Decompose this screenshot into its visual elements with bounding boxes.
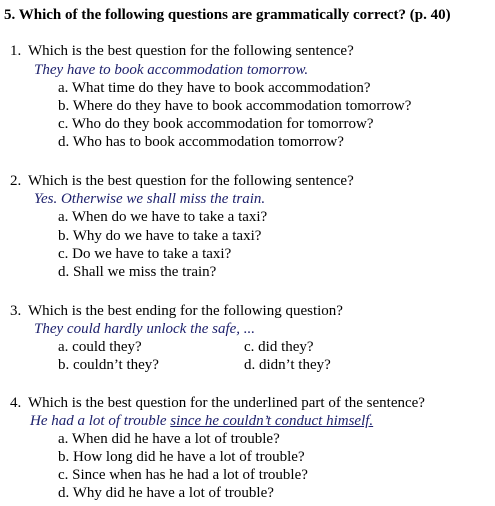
question-text: Which is the best question for the underlined part of the sentence? [28,395,425,411]
option-d: d. Shall we miss the train? [58,264,217,280]
option-a: a. When did he have a lot of trouble? [58,431,280,447]
question-text: Which is the best ending for the following question? [28,303,343,319]
option-d: d. didn’t they? [244,357,331,373]
prompt-underlined-part: since he couldn’t conduct himself. [170,413,374,429]
question-prompt: Yes. Otherwise we shall miss the train. [34,191,266,207]
option-d: d. Who has to book accommodation tomorrow? [58,134,344,150]
option-a: a. could they? [58,339,142,355]
question-prompt: They have to book accommodation tomorrow. [34,62,309,78]
exercise-heading: 5. Which of the following questions are grammatically correct? (p. 40) [4,7,451,23]
option-d: d. Why did he have a lot of trouble? [58,485,274,501]
option-b: b. couldn’t they? [58,357,159,373]
question-number: 1. [10,43,22,59]
option-c: c. did they? [244,339,314,355]
question-number: 3. [10,303,22,319]
option-c: c. Who do they book accommodation for tomorrow? [58,116,374,132]
question-text: Which is the best question for the following sentence? [28,173,354,189]
option-b: b. Where do they have to book accommodation tomorrow? [58,98,412,114]
option-b: b. Why do we have to take a taxi? [58,228,262,244]
option-a: a. When do we have to take a taxi? [58,209,268,225]
question-number: 4. [10,395,22,411]
question-number: 2. [10,173,22,189]
question-prompt: They could hardly unlock the safe, ... [34,321,256,337]
option-a: a. What time do they have to book accommodation? [58,80,371,96]
prompt-plain-part: He had a lot of trouble [30,413,171,429]
question-prompt [30,412,373,430]
option-c: c. Do we have to take a taxi? [58,246,232,262]
option-b: b. How long did he have a lot of trouble? [58,449,305,465]
question-text: Which is the best question for the following sentence? [28,43,354,59]
option-c: c. Since when has he had a lot of trouble? [58,467,308,483]
